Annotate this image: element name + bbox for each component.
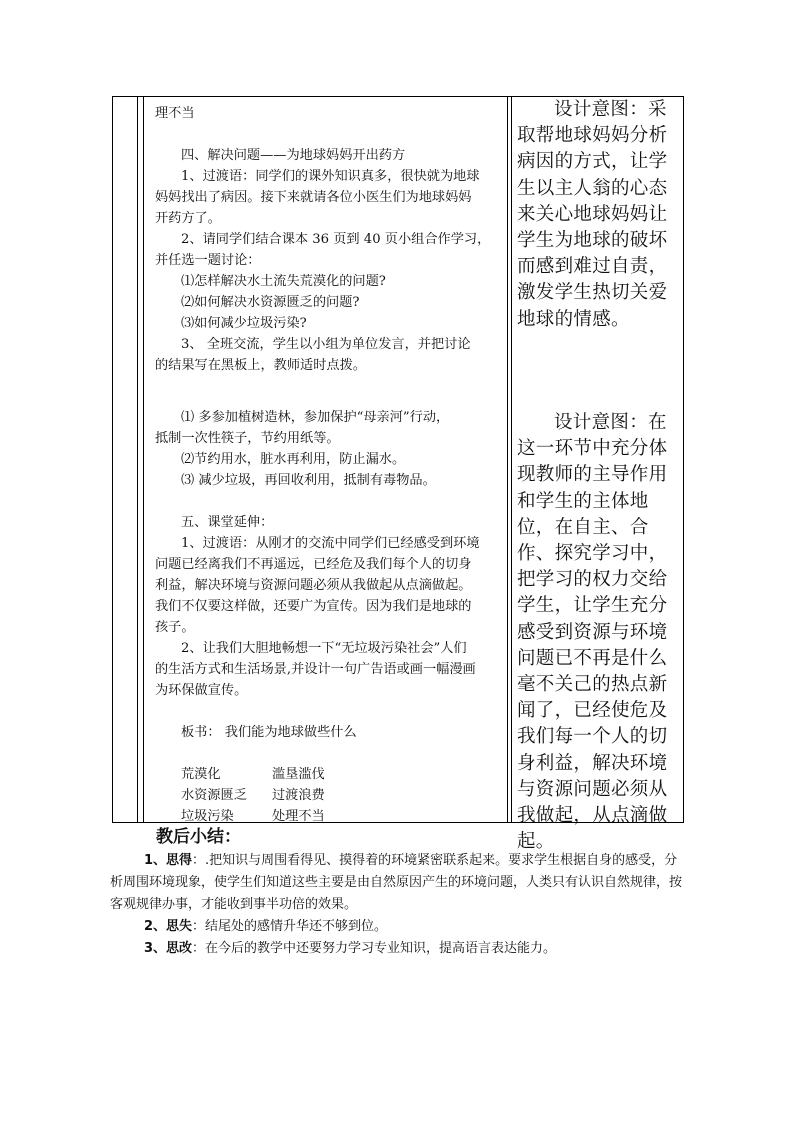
table-divider-2 [143, 97, 144, 822]
design-note-2 [517, 410, 681, 855]
text-line: 1、过渡语：从刚才的交流中同学们已经感受到环境 [181, 536, 480, 551]
board-cell: 垃圾污染 [181, 809, 234, 824]
summary-label: 1、思得 [144, 853, 193, 868]
text-line: 2、请同学们结合课本 36 页到 40 页小组合作学习， [181, 232, 491, 247]
text-line: 3、 全班交流，学生以小组为单位发言，并把讨论 [181, 337, 471, 352]
post-lesson-summary [110, 826, 690, 960]
board-cell: 过渡浪费 [272, 788, 325, 803]
section-5-title: 五、课堂延伸： [181, 515, 274, 530]
summary-item [110, 916, 690, 938]
text-line: 妈妈找出了病因。接下来就请各位小医生们为地球妈妈 [155, 190, 472, 205]
summary-text: ：在今后的教学中还要努力学习专业知识，提高语言表达能力。 [192, 941, 557, 956]
text-line: 1、过渡语：同学们的课外知识真多，很快就为地球 [181, 169, 480, 184]
board-cell: 水资源匮乏 [181, 788, 247, 803]
board-cell: 处理不当 [272, 809, 325, 824]
summary-label: 3、思改 [144, 941, 193, 956]
answer-item: 抵制一次性筷子，节约用纸等。 [155, 431, 340, 446]
section-4-title: 四、解决问题——为地球妈妈开出药方 [181, 148, 406, 163]
text-line: 的生活方式和生活场景,并设计一句广告语或画一幅漫画 [155, 662, 476, 677]
question-item: ⑵如何解决水资源匮乏的问题? [181, 295, 360, 310]
summary-label: 2、思失 [144, 919, 193, 934]
text-line: 问题已经离我们不再遥远，已经危及我们每个人的切身 [155, 557, 472, 572]
summary-item [110, 850, 690, 916]
summary-title: 教后小结： [156, 827, 241, 847]
text-line: 并任选一题讨论： [155, 253, 261, 268]
text-line: 为环保做宣传。 [155, 683, 248, 698]
answer-item: ⑵节约用水，脏水再利用，防止漏水。 [181, 452, 406, 467]
board-title: 板书： 我们能为地球做些什么 [181, 725, 357, 740]
question-item: ⑴怎样解决水土流失荒漠化的问题? [181, 274, 386, 289]
board-cell: 荒漠化 [181, 767, 221, 782]
text-line: 的结果写在黑板上，教师适时点拨。 [155, 358, 366, 373]
text-line: 我们不仅要这样做，还要广为宣传。因为我们是地球的 [155, 599, 472, 614]
summary-item [110, 938, 690, 960]
answer-item: ⑶ 减少垃圾，再回收利用，抵制有毒物品。 [181, 473, 436, 488]
board-cell: 滥垦滥伐 [272, 767, 325, 782]
text-line: 开药方了。 [155, 211, 221, 226]
table-divider-1 [137, 97, 138, 822]
text-line: 2、让我们大胆地畅想一下“无垃圾污染社会”人们 [181, 641, 467, 656]
text-line: 理不当 [155, 106, 195, 121]
answer-item: ⑴ 多参加植树造林，参加保护“母亲河”行动， [181, 410, 450, 425]
summary-text: ：结尾处的感情升华还不够到位。 [192, 919, 388, 934]
text-line: 孩子。 [155, 620, 195, 635]
summary-text: ：.把知识与周围看得见、摸得着的环境紧密联系起来。要求学生根据自身的感受，分析周围环境现象，使学生们知道这些主要是由自然原因产生的环境问题，人类只有认识自然规律，按客观规律办事，才能收到事半功倍的效果。 [110, 853, 683, 912]
design-note-1 [517, 97, 681, 333]
text-line: 利益，解决环境与资源问题必须从我做起从点滴做起。 [155, 578, 472, 593]
design-note-text: 设计意图：采取帮地球妈妈分析病因的方式，让学生以主人翁的心态来关心地球妈妈让学生为地球的破坏而感到难过自责，激发学生热切关爱地球的情感。 [517, 99, 668, 330]
question-item: ⑶如何减少垃圾污染? [181, 316, 307, 331]
design-note-text: 设计意图：在这一环节中充分体现教师的主导作用和学生的主体地位，在自主、合作、探究学习中，把学习的权力交给学生，让学生充分感受到资源与环境问题已不再是什么毫不关己的热点新闻了，已经使危及我们每一个人的切身利益，解决环境与资源问题必须从我做起，从点滴做起。 [517, 412, 668, 853]
